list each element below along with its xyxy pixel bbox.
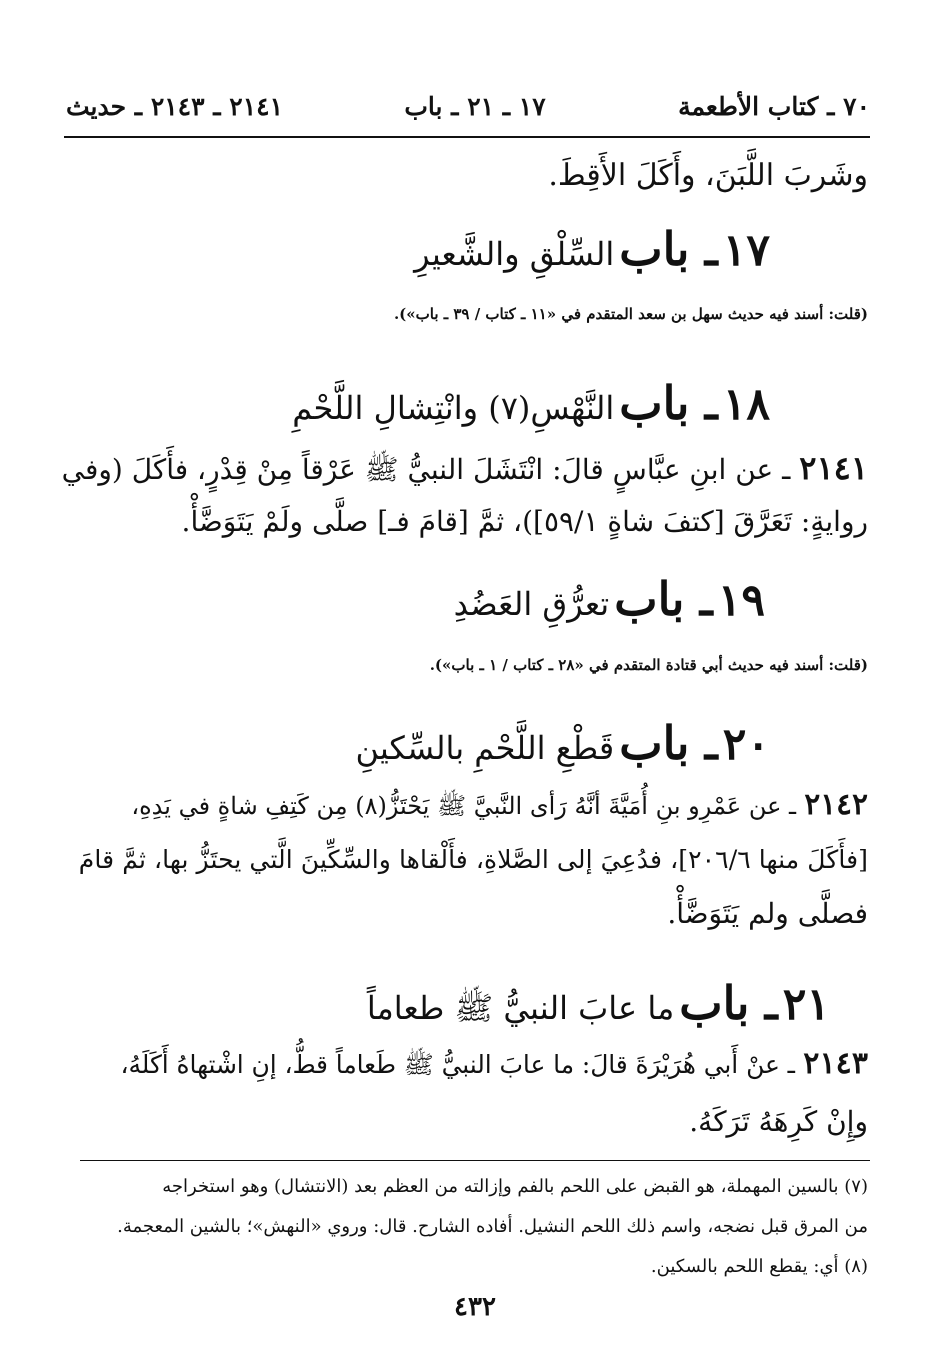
hadith-2143-line-1: ٢١٤٣ ـ عنْ أَبي هُرَيْرَةَ قالَ: ما عابَ النبيُّ ﷺ طَعاماً قطُّ، إنِ اشْتهاهُ أَكَلَهُ، — [120, 1046, 868, 1081]
note-19: (قلت: أسند فيه حديث أبي قتادة المتقدم في «٢٨ ـ كتاب / ١ ـ باب»). — [429, 656, 868, 674]
page-number: ٤٣٢ — [454, 1292, 496, 1322]
hadith-2141-line-2: روايةٍ: تَعَرَّقَ [كتفَ شاةٍ ٥٩/١])، ثمَّ [قامَ فـ] صلَّى ولَمْ يَتَوَضَّأْ. — [181, 505, 868, 538]
bab-21-heading: ٢١ ـ باب ما عابَ النبيُّ ﷺ طعاماً — [366, 976, 830, 1030]
header-hadith-range: ٢١٤١ ـ ٢١٤٣ ـ حديث — [66, 92, 283, 121]
bab-17-heading: ١٧ ـ باب السِّلْقِ والشَّعيرِ — [414, 222, 770, 276]
bab-title: ما عابَ النبيُّ ﷺ طعاماً — [366, 989, 675, 1027]
hadith-number: ٢١٤١ — [799, 449, 868, 487]
bab-number: ٢١ — [782, 979, 830, 1030]
hadith-number: ٢١٤٢ — [804, 786, 868, 821]
bab-number: ٢٠ — [722, 719, 770, 770]
bab-word: باب — [679, 976, 750, 1030]
bab-title: السِّلْقِ والشَّعيرِ — [414, 235, 615, 273]
hadith-2142-line-1: ٢١٤٢ ـ عن عَمْرِو بنِ أُمَيَّةَ أنَّهُ رَأى النَّبيَّ ﷺ يَحْتَزُّ(٨) مِن كَتِفِ شاةٍ في يَدِهِ، — [131, 786, 868, 821]
footnote-7-line-2: من المرق قبل نضجه، واسم ذلك اللحم النشيل. أفاده الشارح. قال: وروي «النهش»؛ بالشين المعجمة. — [117, 1216, 868, 1237]
header-bab-range: ١٧ ـ ٢١ ـ باب — [404, 92, 546, 121]
bab-title: تعرُّقِ العَضُدِ — [453, 585, 610, 623]
footnote-7-line-1: (٧) بالسين المهملة، هو القبض على اللحم بالفم وإزالته من العظم بعد (الانتشال) وهو استخراجه — [162, 1176, 868, 1197]
footnote-rule — [80, 1160, 870, 1161]
bab-18-heading: ١٨ ـ باب النَّهْسِ(٧) وانْتِشالِ اللَّحْمِ — [292, 376, 770, 430]
bab-number: ١٧ — [722, 225, 770, 276]
bab-20-heading: ٢٠ ـ باب قَطْعِ اللَّحْمِ بالسِّكينِ — [355, 716, 770, 770]
bab-19-heading: ١٩ ـ باب تعرُّقِ العَضُدِ — [453, 572, 765, 626]
hadith-2141-line-1: ٢١٤١ ـ عن ابنِ عبَّاسٍ قالَ: انْتَشَلَ النبيُّ ﷺ عَرْقاً مِنْ قِدْرٍ، فأَكَلَ (وفي — [61, 449, 868, 487]
note-17: (قلت: أسند فيه حديث سهل بن سعد المتقدم في «١١ ـ كتاب / ٣٩ ـ باب»). — [393, 305, 868, 323]
footnote-8: (٨) أي: يقطع اللحم بالسكين. — [650, 1256, 868, 1277]
bab-word: باب — [619, 716, 690, 770]
hadith-2143-line-2: وإِنْ كَرِهَهُ تَرَكَهُ. — [689, 1105, 868, 1138]
bab-word: باب — [619, 222, 690, 276]
header-rule — [64, 136, 870, 138]
bab-number: ١٩ — [717, 575, 765, 626]
intro-line: وشَربَ اللَّبَنَ، وأَكَلَ الأَقِطَ. — [548, 158, 868, 193]
bab-word: باب — [619, 376, 690, 430]
header-chapter: ٧٠ ـ كتاب الأطعمة — [678, 92, 870, 121]
hadith-number: ٢١٤٣ — [803, 1046, 868, 1081]
bab-title: قَطْعِ اللَّحْمِ بالسِّكينِ — [355, 729, 615, 767]
hadith-2142-line-3: فصلَّى ولم يَتَوَضَّأْ. — [667, 897, 868, 930]
bab-word: باب — [614, 572, 685, 626]
hadith-2142-line-2: [فأَكَلَ منها ٢٠٦/٦]، فدُعِيَ إلى الصَّلاةِ، فأَلْقاها والسِّكِّينَ الَّتي يحتَزُّ بها، ثمَّ قامَ — [78, 845, 868, 874]
bab-number: ١٨ — [722, 379, 770, 430]
bab-title: النَّهْسِ(٧) وانْتِشالِ اللَّحْمِ — [292, 389, 615, 427]
